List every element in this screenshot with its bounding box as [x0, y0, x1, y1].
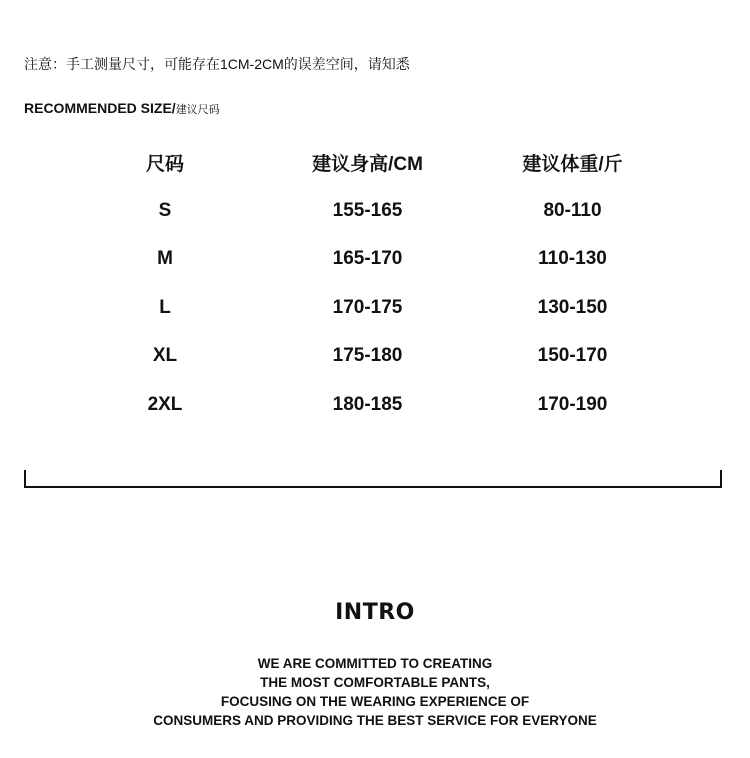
table-row	[65, 381, 675, 430]
table-row	[65, 187, 675, 236]
cell-size: M	[157, 248, 173, 270]
section-bracket-divider	[24, 470, 722, 488]
cell-weight: 130-150	[537, 296, 608, 318]
intro-line: THE MOST COMFORTABLE PANTS,	[260, 675, 490, 690]
measurement-note: 注意：手工测量尺寸，可能存在1CM-2CM的误差空间，请知悉	[24, 56, 410, 72]
cell-size: XL	[152, 345, 178, 367]
cell-height: 170-175	[332, 296, 403, 318]
table-row	[65, 332, 675, 381]
cell-size: L	[159, 296, 171, 318]
cell-height: 155-165	[332, 199, 403, 221]
intro-title: INTRO	[335, 600, 415, 625]
cell-weight: 80-110	[543, 199, 602, 221]
recommended-size-subtitle: 建议尺码	[175, 104, 220, 116]
intro-line: WE ARE COMMITTED TO CREATING	[257, 656, 493, 671]
intro-line: FOCUSING ON THE WEARING EXPERIENCE OF	[220, 694, 530, 709]
cell-size: S	[158, 199, 172, 221]
size-table	[65, 138, 675, 429]
header-weight: 建议体重/斤	[522, 153, 623, 175]
table-row	[65, 284, 675, 333]
recommended-size-heading	[24, 100, 220, 117]
cell-weight: 110-130	[538, 248, 607, 270]
cell-height: 180-185	[332, 393, 403, 415]
intro-line: CONSUMERS AND PROVIDING THE BEST SERVICE FOR EVERYONE	[153, 713, 597, 728]
header-size: 尺码	[145, 153, 184, 175]
cell-size: 2XL	[147, 393, 183, 415]
intro-text	[0, 654, 750, 730]
cell-weight: 170-190	[537, 393, 608, 415]
cell-height: 165-170	[332, 248, 403, 270]
table-header-row	[65, 138, 675, 187]
table-row	[65, 235, 675, 284]
cell-weight: 150-170	[537, 345, 608, 367]
header-height: 建议身高/CM	[312, 153, 423, 175]
recommended-size-title: RECOMMENDED SIZE/	[24, 100, 176, 116]
cell-height: 175-180	[332, 345, 403, 367]
